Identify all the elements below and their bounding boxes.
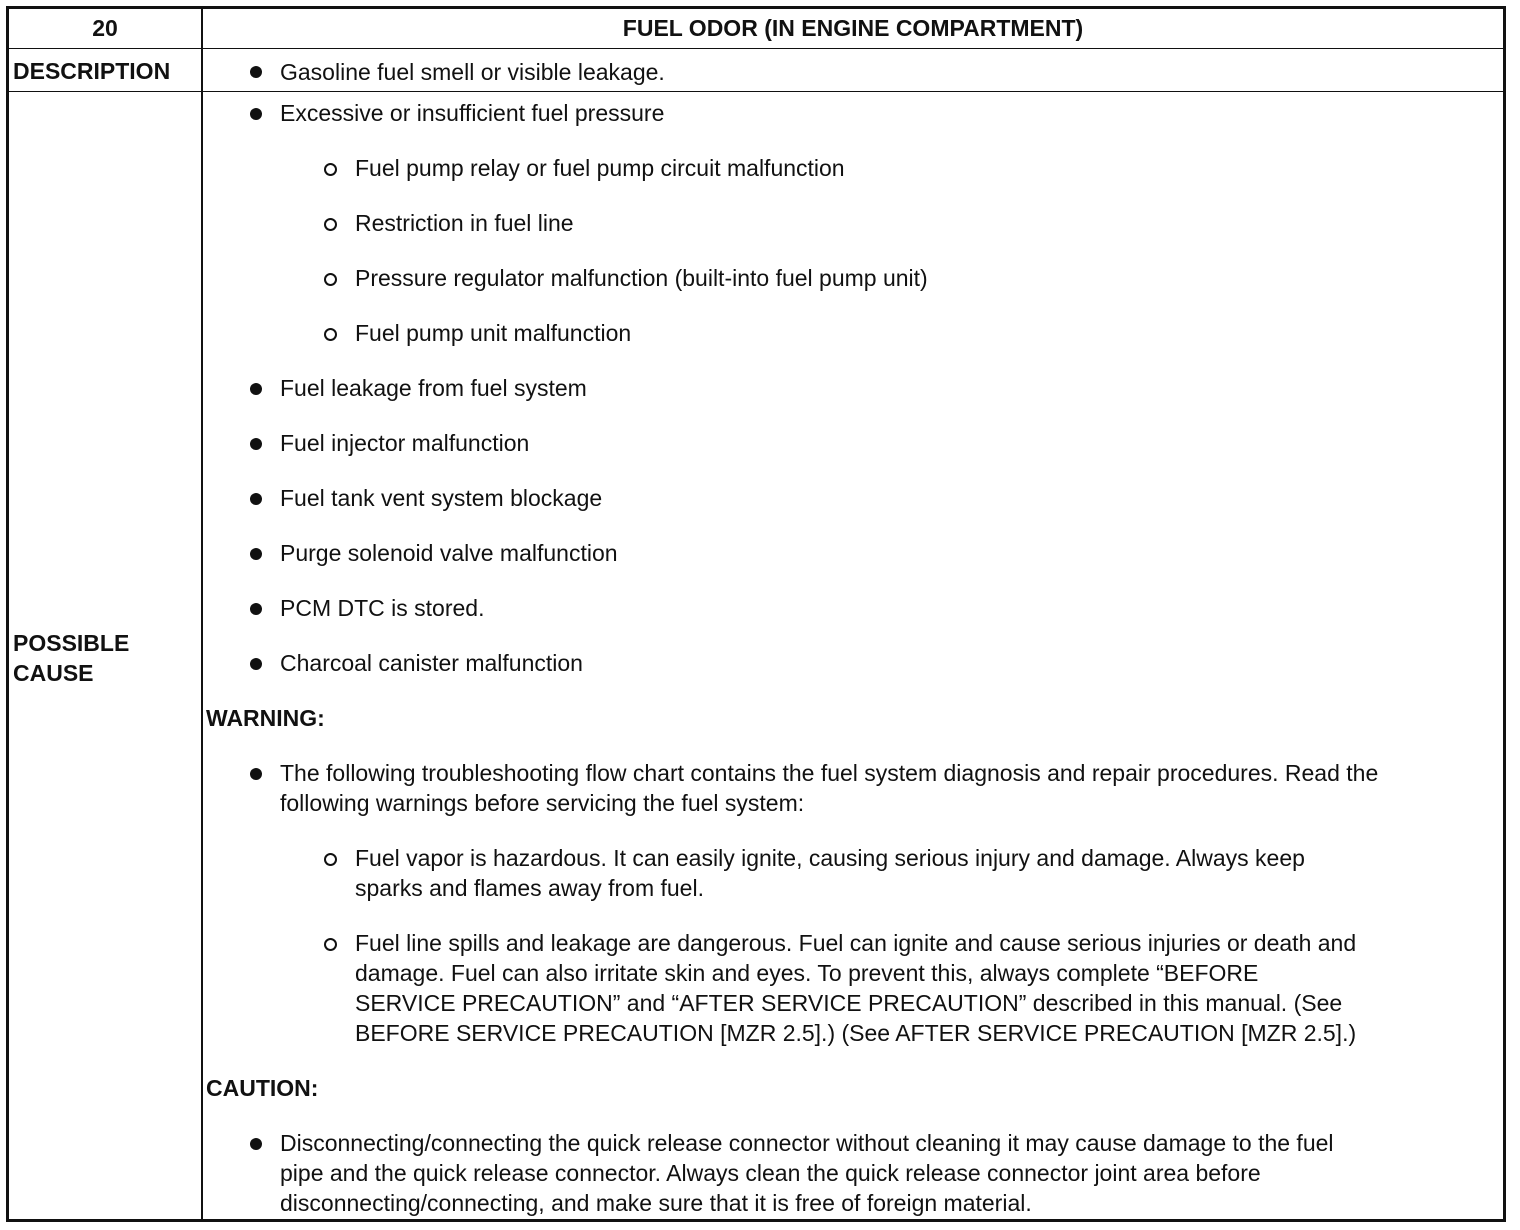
sub-bullet-icon	[324, 218, 337, 231]
table-title: FUEL ODOR (IN ENGINE COMPARTMENT)	[622, 15, 1084, 41]
description-item: Gasoline fuel smell or visible leakage.	[280, 59, 665, 85]
sub-bullet-icon	[324, 938, 337, 951]
bullet-icon	[250, 768, 262, 780]
cause-sub-item: Restriction in fuel line	[355, 210, 574, 236]
bullet-icon	[250, 548, 262, 560]
warning-text-line: following warnings before servicing the fuel system:	[280, 790, 805, 816]
cause-sub-item: Fuel pump unit malfunction	[355, 320, 632, 346]
column-divider	[201, 9, 203, 1219]
caution-text-line: Disconnecting/connecting the quick release connector without cleaning it may cause damage to the fuel	[280, 1130, 1334, 1156]
sub-bullet-icon	[324, 853, 337, 866]
cause-item: Purge solenoid valve malfunction	[280, 540, 618, 566]
caution-label: CAUTION:	[206, 1075, 319, 1101]
cause-item: Fuel leakage from fuel system	[280, 375, 587, 401]
warning-sub-line: sparks and flames away from fuel.	[355, 875, 704, 901]
warning-label: WARNING:	[206, 705, 325, 731]
description-divider	[9, 91, 1503, 92]
cause-item: Fuel tank vent system blockage	[280, 485, 603, 511]
bullet-icon	[250, 66, 262, 78]
warning-sub-line: Fuel vapor is hazardous. It can easily ignite, causing serious injury and damage. Always keep	[355, 845, 1305, 871]
bullet-icon	[250, 108, 262, 120]
sub-bullet-icon	[324, 328, 337, 341]
warning-sub-line: SERVICE PRECAUTION” and “AFTER SERVICE PRECAUTION” described in this manual. (See	[355, 990, 1343, 1016]
possible-cause-label-line1: POSSIBLE	[13, 630, 130, 656]
description-label: DESCRIPTION	[13, 58, 171, 84]
caution-text-line: disconnecting/connecting, and make sure that it is free of foreign material.	[280, 1190, 1032, 1216]
cause-item: PCM DTC is stored.	[280, 595, 485, 621]
bullet-icon	[250, 1138, 262, 1150]
bullet-icon	[250, 658, 262, 670]
bullet-icon	[250, 493, 262, 505]
sub-bullet-icon	[324, 273, 337, 286]
header-divider	[9, 48, 1503, 49]
table-number: 20	[92, 15, 118, 41]
cause-sub-item: Fuel pump relay or fuel pump circuit malfunction	[355, 155, 845, 181]
caution-text-line: pipe and the quick release connector. Always clean the quick release connector joint area before	[280, 1160, 1261, 1186]
sub-bullet-icon	[324, 163, 337, 176]
cause-item: Fuel injector malfunction	[280, 430, 530, 456]
warning-text-line: The following troubleshooting flow chart contains the fuel system diagnosis and repair procedures. Read the	[280, 760, 1379, 786]
warning-sub-line: BEFORE SERVICE PRECAUTION [MZR 2.5].) (See AFTER SERVICE PRECAUTION [MZR 2.5].)	[355, 1020, 1357, 1046]
bullet-icon	[250, 603, 262, 615]
warning-sub-line: damage. Fuel can also irritate skin and eyes. To prevent this, always complete “BEFORE	[355, 960, 1259, 986]
cause-fuel-pressure: Excessive or insufficient fuel pressure	[280, 100, 665, 126]
cause-item: Charcoal canister malfunction	[280, 650, 583, 676]
possible-cause-label-line2: CAUSE	[13, 660, 94, 686]
bullet-icon	[250, 383, 262, 395]
cause-sub-item: Pressure regulator malfunction (built-into fuel pump unit)	[355, 265, 928, 291]
warning-sub-line: Fuel line spills and leakage are dangerous. Fuel can ignite and cause serious injuries or death and	[355, 930, 1357, 956]
bullet-icon	[250, 438, 262, 450]
